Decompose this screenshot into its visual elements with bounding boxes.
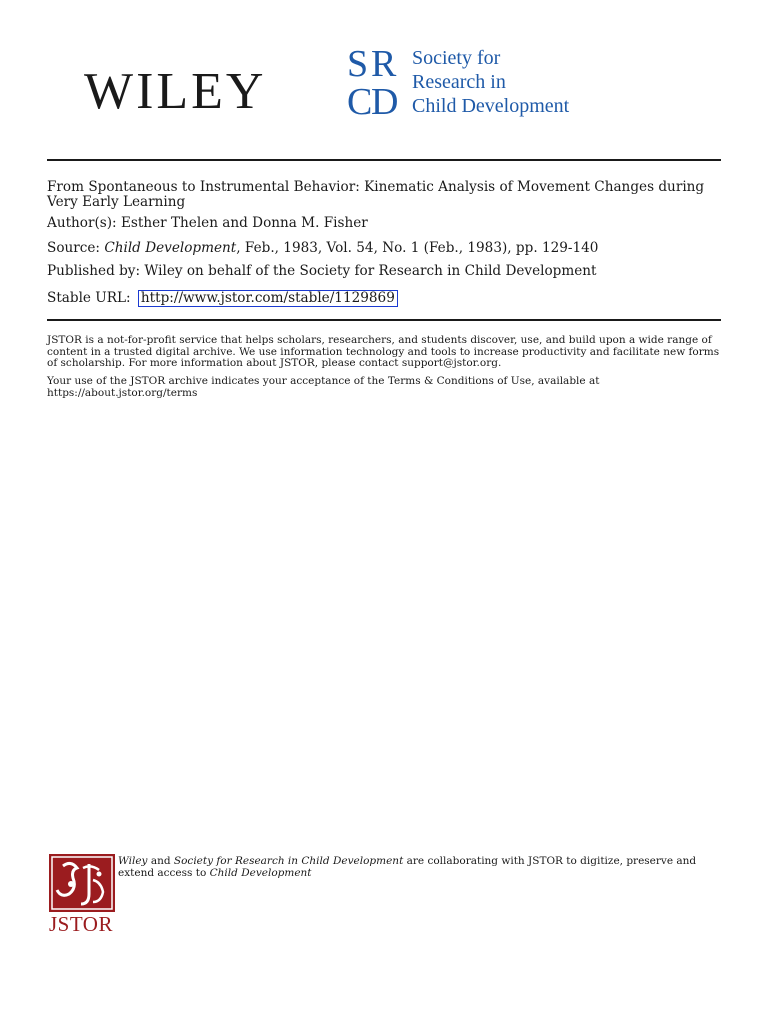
srcd-logo bbox=[346, 44, 596, 122]
authors-value: Esther Thelen and Donna M. Fisher bbox=[120, 215, 368, 231]
collab-partner-2: Society for Research in Child Development bbox=[173, 855, 404, 867]
srcd-wordmark bbox=[412, 46, 569, 118]
top-divider bbox=[47, 159, 721, 161]
svg-text:S: S bbox=[347, 44, 369, 85]
svg-text:D: D bbox=[371, 81, 399, 118]
source-details: , Feb., 1983, Vol. 54, No. 1 (Feb., 1983), pp. 129-140 bbox=[236, 240, 599, 256]
source-label: Source: bbox=[47, 240, 100, 256]
collab-middle: are collaborating with JSTOR to digitize, preserve and extend access to bbox=[118, 855, 697, 879]
source-journal: Child Development bbox=[104, 240, 237, 256]
collab-journal: Child Development bbox=[209, 867, 312, 879]
terms-notice: Your use of the JSTOR archive indicates your acceptance of the Terms & Conditions of Use, available at https://about.jstor.org/terms bbox=[47, 375, 600, 399]
article-authors bbox=[47, 216, 727, 231]
publisher-label: Published by: bbox=[47, 263, 141, 279]
stable-url-row bbox=[47, 290, 727, 307]
middle-divider bbox=[47, 319, 721, 321]
srcd-monogram-icon bbox=[346, 44, 412, 118]
article-publisher bbox=[47, 264, 727, 279]
wiley-logo: WILEY bbox=[84, 63, 267, 120]
collab-and: and bbox=[150, 855, 171, 867]
article-title: From Spontaneous to Instrumental Behavior: Kinematic Analysis of Movement Changes during Very Early Learning bbox=[47, 179, 705, 210]
jstor-about-notice: JSTOR is a not-for-profit service that helps scholars, researchers, and students discover, use, and build upon a wide range of content in a trusted digital archive. We use information technology and tools to increase productivity and facilitate new forms of scholarship. For more information about JSTOR, please contact support@jstor.org. bbox=[47, 334, 720, 369]
jstor-logo bbox=[49, 854, 115, 936]
jstor-wordmark: JSTOR bbox=[49, 912, 113, 936]
stable-url-label: Stable URL: bbox=[47, 290, 131, 306]
collab-partner-1: Wiley bbox=[118, 855, 148, 867]
jstor-mark-icon bbox=[49, 854, 115, 912]
stable-url-link[interactable]: http://www.jstor.com/stable/1129869 bbox=[138, 290, 398, 307]
svg-text:C: C bbox=[347, 81, 373, 118]
authors-label: Author(s): bbox=[47, 215, 117, 231]
srcd-line-2: Research in bbox=[412, 71, 506, 93]
collaboration-statement bbox=[118, 855, 718, 879]
srcd-line-3: Child Development bbox=[412, 95, 570, 117]
article-source bbox=[47, 241, 727, 256]
srcd-line-1: Society for bbox=[412, 47, 501, 69]
publisher-value: Wiley on behalf of the Society for Research in Child Development bbox=[144, 263, 597, 279]
svg-text:R: R bbox=[371, 44, 397, 85]
